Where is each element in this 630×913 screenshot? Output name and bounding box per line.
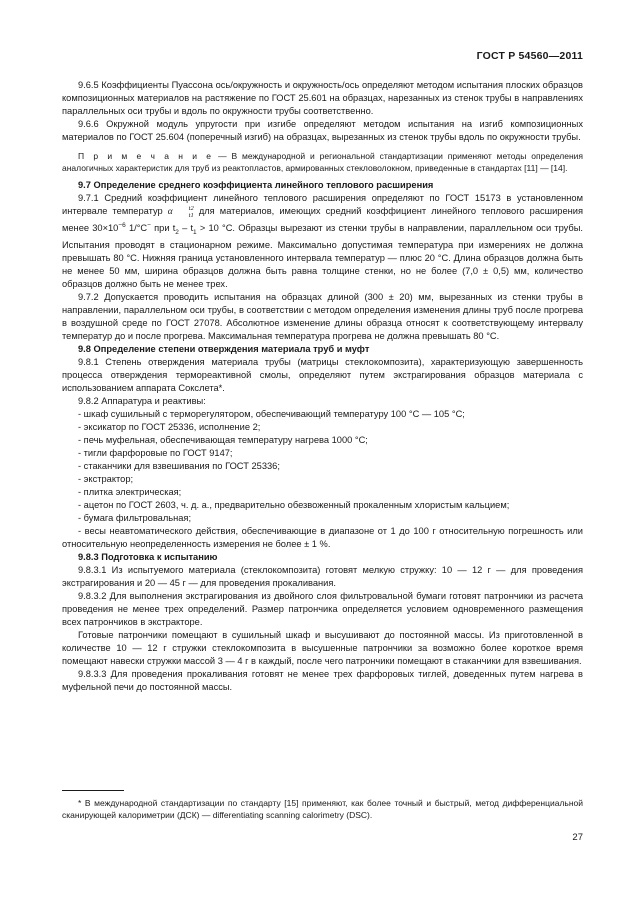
heading-9-8: 9.8 Определение степени отверждения материала труб и муфт bbox=[78, 344, 370, 355]
heading-9-7: 9.7 Определение среднего коэффициента линейного теплового расширения bbox=[78, 180, 434, 190]
page-number: 27 bbox=[572, 832, 583, 843]
list-item-equipment-2: - эксикатор по ГОСТ 25336, исполнение 2; bbox=[78, 422, 261, 433]
list-item-equipment-7: - плитка электрическая; bbox=[78, 487, 182, 498]
document-body bbox=[62, 79, 583, 694]
document-header: ГОСТ Р 54560—2011 bbox=[476, 50, 583, 62]
paragraph-9-6-6: 9.6.6 Окружной модуль упругости при изгибе определяют методом испытания на изгиб композиционных материалов по ГОСТ 25.604 (поперечный изгиб) на образцах, вырезанных из стенок трубы вдоль по окружности трубы. bbox=[62, 119, 583, 142]
list-item-equipment-6: - экстрактор; bbox=[78, 474, 134, 485]
list-item-equipment-1: - шкаф сушильный с терморегулятором, обеспечивающий температуру 100 °С — 105 °С; bbox=[78, 409, 465, 420]
paragraph-9-8-2: 9.8.2 Аппаратура и реактивы: bbox=[78, 396, 206, 407]
paragraph-9-8-1: 9.8.1 Степень отверждения материала трубы (матрицы стеклокомпозита), характеризующую завершенность процесса отверждения термореактивной смолы, определяют путем экстрагирования образцов материала с использованием аппарата Сокслета*. bbox=[62, 357, 583, 394]
paragraph-9-6-5: 9.6.5 Коэффициенты Пуассона ось/окружность и окружность/ось определяют методом испытания плоских образцов композиционных материалов на растяжение по ГОСТ 25.601 на образцах, нарезанных из стенок трубы в направлениях параллельных оси трубы и вдоль по окружности трубы соответственно. bbox=[62, 80, 583, 116]
list-item-equipment-5: - стаканчики для взвешивания по ГОСТ 25336; bbox=[78, 461, 280, 472]
footnote: * В международной стандартизации по стандарту [15] применяют, как более точный и быстрый, метод дифференциальной сканирующей калориметрии (ДСК) — differentiating scanning calorimetry (DSC). bbox=[62, 798, 583, 820]
paragraph-9-7-2: 9.7.2 Допускается проводить испытания на образцах длиной (300 ± 20) мм, вырезанных из стенки трубы в направлении, параллельном оси трубы, в соответствии с методом определения изменения длины труб после прогрева в воздушной среде по ГОСТ 27078. Абсолютное изменение длины образца относят к соответствующему интервалу температур до и после прогрева. Максимальная температура прогрева не должна превышать 80 °С. bbox=[62, 292, 583, 342]
alpha-symbol: α t2 t1 bbox=[167, 205, 194, 219]
list-item-equipment-8: - ацетон по ГОСТ 2603, ч. д. а., предварительно обезвоженный прокаленным хлористым кальцием; bbox=[78, 500, 510, 511]
paragraph-9-8-3-3: 9.8.3.3 Для проведения прокаливания готовят не менее трех фарфоровых тиглей, доведенных путем нагрева в муфельной печи до постоянной массы. bbox=[62, 669, 583, 693]
note bbox=[62, 150, 583, 174]
list-item-equipment-3: - печь муфельная, обеспечивающая температуру нагрева 1000 °С; bbox=[78, 435, 368, 446]
paragraph-9-8-3-2-cont: Готовые патрончики помещают в сушильный шкаф и высушивают до постоянной массы. Из приготовленной в количестве 10 — 12 г стружки стеклокомпозита в высушенные патрончики за возможно более короткое время помещают навески стружки массой 3 — 4 г в каждый, после чего патрончики помещают в стаканчики для взвешивания. bbox=[62, 630, 583, 667]
list-item-equipment-4: - тигли фарфоровые по ГОСТ 9147; bbox=[78, 448, 233, 459]
paragraph-9-7-1: 9.7.1 Средний коэффициент линейного теплового расширения определяют по ГОСТ 15173 в установленном интервале температур α t2 t1 для материалов, имеющих средний коэффициент линейного теплового расширения менее $30\times 10^{-6}$ 1/°С− при $t_2 - t_1 > 10$ °С. Образцы вырезают из стенки трубы в направлении, параллельном оси трубы. Испытания проводят в стационарном режиме. Максимально допустимая температура при измерениях не должна превышать 80 °С. Нижняя граница установленного интервала температур — плюс 20 °С. Длина образцов должна быть не менее 50 мм, ширина образцов должна быть равна толщине стенки, но не более (7,0 ± 0,5) мм, количество образцов должно быть не менее трех. bbox=[62, 193, 583, 290]
paragraph-9-8-3-2: 9.8.3.2 Для выполнения экстрагирования из двойного слоя фильтровальной бумаги готовят патрончики из расчета проведения не менее трех определений. Размер патрончика определяется условием одновременного размещения всех патрончиков в экстракторе. bbox=[62, 591, 583, 628]
footnote-separator bbox=[62, 790, 124, 791]
paragraph-9-8-3-1: 9.8.3.1 Из испытуемого материала (стеклокомпозита) готовят мелкую стружку: 10 — 12 г — для проведения экстрагирования и 20 — 45 г — для проведения прокаливания. bbox=[62, 565, 583, 589]
note-label: П р и м е ч а н и е bbox=[78, 151, 214, 161]
note-text: — В международной и региональной стандартизации применяют методы определения аналогичных характеристик для труб из реактопластов, армированных стекловолокном, приведенные в стандартах [11] — [14]. bbox=[62, 151, 583, 173]
list-item-equipment-10: - весы неавтоматического действия, обеспечивающие в диапазоне от 1 до 100 г относительную погрешность или относительную неопределенность измерения не более ± 1 %. bbox=[62, 526, 583, 550]
heading-9-8-3: 9.8.3 Подготовка к испытанию bbox=[78, 552, 218, 563]
list-item-equipment-9: - бумага фильтровальная; bbox=[78, 513, 192, 524]
